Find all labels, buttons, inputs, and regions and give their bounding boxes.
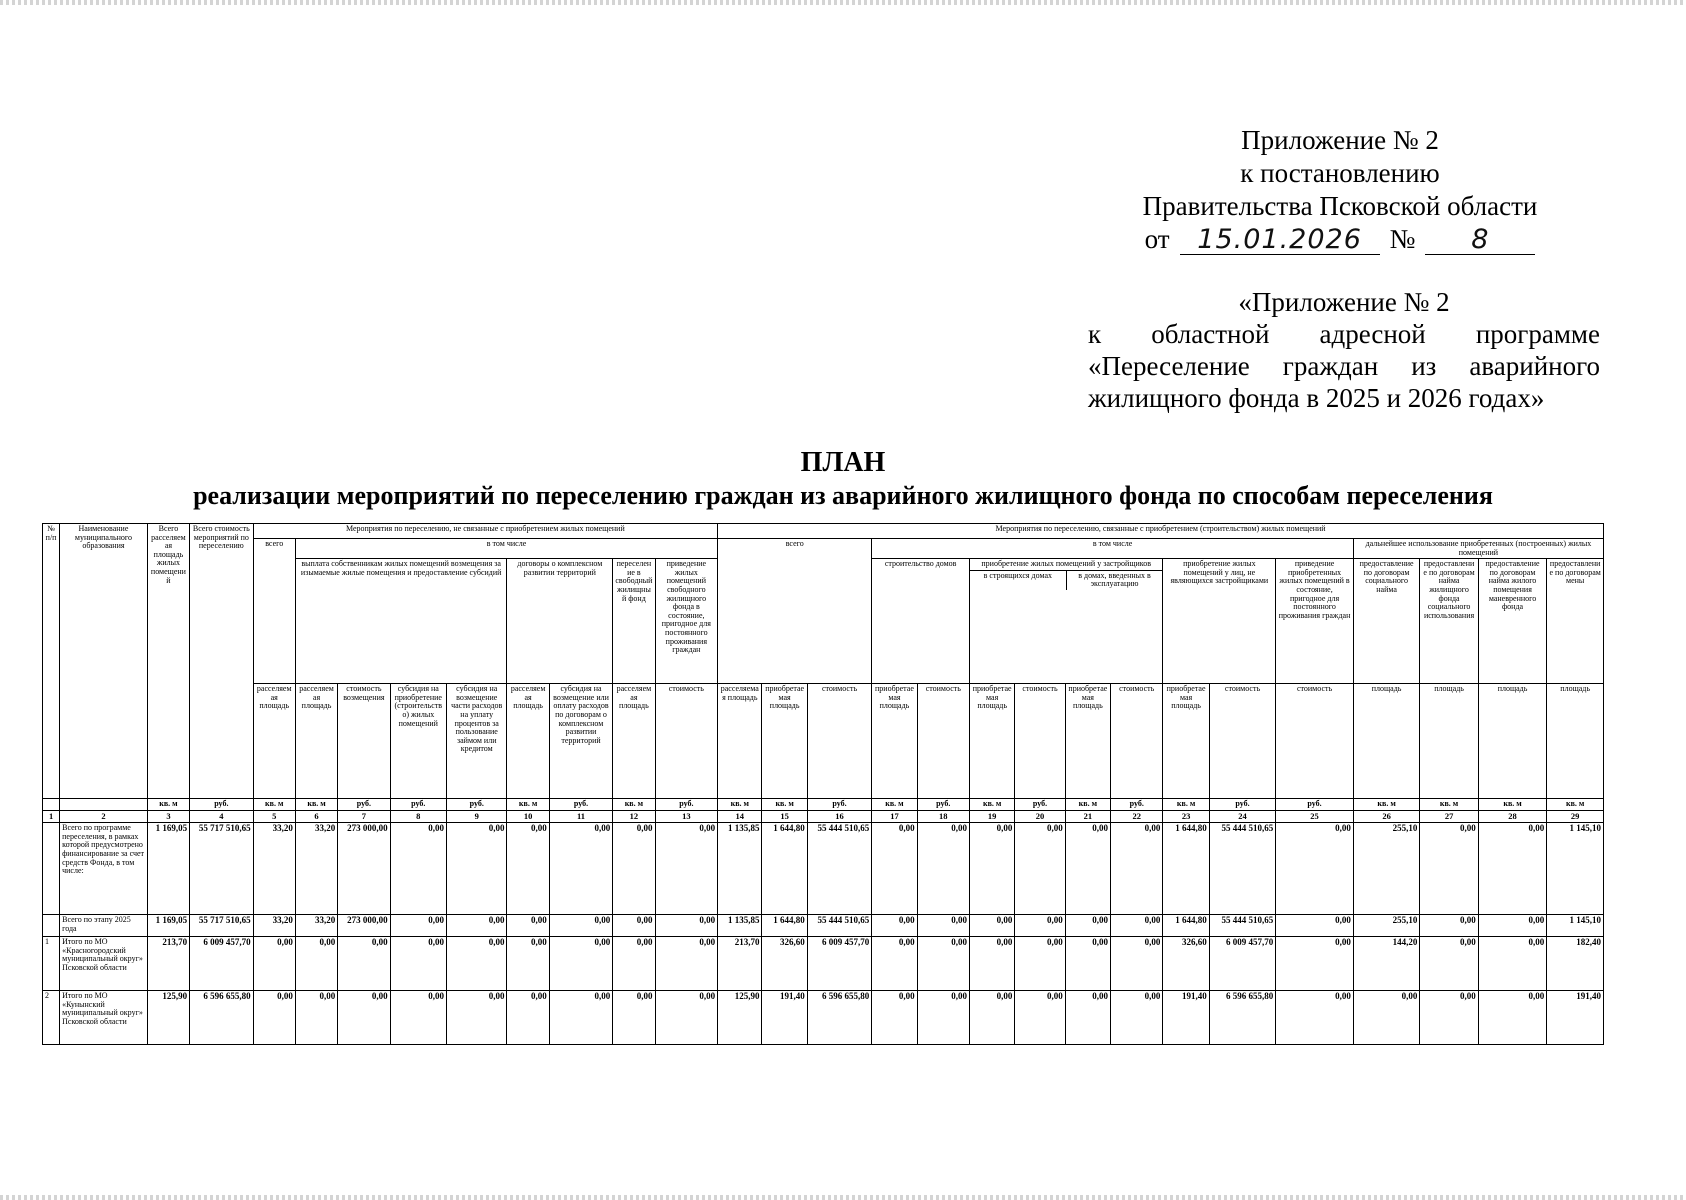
- value-cell: 0,00: [447, 937, 507, 991]
- value-cell: 0,00: [447, 915, 507, 937]
- unit-cell: кв. м: [1065, 799, 1110, 811]
- scan-edge-top: [0, 0, 1686, 5]
- row-name: Всего по этапу 2025 года: [60, 915, 148, 937]
- column-number-cell: 16: [807, 811, 871, 823]
- value-cell: 0,00: [1478, 937, 1547, 991]
- value-cell: 0,00: [970, 915, 1015, 937]
- column-number-cell: 26: [1353, 811, 1420, 823]
- value-cell: 0,00: [1111, 915, 1163, 937]
- resolution-label: к постановлению: [1240, 158, 1440, 188]
- unit-cell: руб.: [807, 799, 871, 811]
- government-label: Правительства Псковской области: [1142, 191, 1538, 221]
- unit-cell-blank: [60, 799, 148, 811]
- value-cell: 0,00: [253, 991, 295, 1045]
- value-cell: 0,00: [1478, 915, 1547, 937]
- value-cell: 0,00: [447, 991, 507, 1045]
- header-social-lease: предоставление по договорам социального найма: [1353, 559, 1420, 684]
- header-acquisition-developers: [970, 559, 1163, 684]
- value-cell: 0,00: [872, 915, 917, 937]
- subheader-c21: приобретаемая площадь: [1065, 684, 1110, 799]
- value-cell: 0,00: [1065, 937, 1110, 991]
- unit-cell: кв. м: [1420, 799, 1478, 811]
- column-number-cell: 25: [1276, 811, 1354, 823]
- column-number-cell: 27: [1420, 811, 1478, 823]
- program-appendix-line: жилищного фонда в 2025 и 2026 годах»: [1088, 383, 1545, 413]
- value-cell: 326,60: [762, 937, 807, 991]
- subheader-c20: стоимость: [1015, 684, 1065, 799]
- value-cell: 0,00: [655, 823, 718, 915]
- unit-cell: кв. м: [507, 799, 549, 811]
- value-cell: 191,40: [762, 991, 807, 1045]
- subheader-c24: стоимость: [1209, 684, 1276, 799]
- value-cell: 125,90: [718, 991, 762, 1045]
- subheader-c12: расселяемая площадь: [613, 684, 655, 799]
- column-number-cell: 29: [1547, 811, 1604, 823]
- table-row: [43, 915, 1604, 937]
- unit-cell: руб.: [1015, 799, 1065, 811]
- plan-title: ПЛАН: [800, 447, 886, 478]
- value-cell: 55 444 510,65: [807, 915, 871, 937]
- value-cell: 0,00: [872, 991, 917, 1045]
- header-social-fund-lease: предоставление по договорам найма жилищного фонда социального использования: [1420, 559, 1478, 684]
- column-number-cell: 4: [190, 811, 253, 823]
- column-number-cell: 20: [1015, 811, 1065, 823]
- subheader-row: [43, 684, 1604, 799]
- header-bringing: приведение жилых помещений свободного жилищного фонда в состояние, пригодное для постоянного проживания граждан: [655, 559, 718, 684]
- header-total2: всего: [718, 539, 872, 684]
- value-cell: 55 444 510,65: [1209, 823, 1276, 915]
- value-cell: 0,00: [1065, 915, 1110, 937]
- subheader-c15: приобретаемая площадь: [762, 684, 807, 799]
- value-cell: 273 000,00: [338, 915, 390, 937]
- table-row: [43, 937, 1604, 991]
- header-bringing-acquired: приведение приобретенных жилых помещений в состояние, пригодное для постоянного проживания граждан: [1276, 559, 1354, 684]
- appendix-label: Приложение № 2: [1241, 125, 1439, 155]
- value-cell: 33,20: [253, 823, 295, 915]
- value-cell: 0,00: [1111, 937, 1163, 991]
- subheader-c23: приобретаемая площадь: [1163, 684, 1209, 799]
- unit-cell: руб.: [1276, 799, 1354, 811]
- header-acquisition-developers-label: приобретение жилых помещений у застройщиков: [970, 559, 1162, 571]
- value-cell: 0,00: [1015, 915, 1065, 937]
- value-cell: 0,00: [507, 915, 549, 937]
- subheader-c25: стоимость: [1276, 684, 1354, 799]
- date-number-line: [1100, 223, 1580, 256]
- value-cell: 1 169,05: [147, 823, 189, 915]
- subheader-c28: площадь: [1478, 684, 1547, 799]
- header-num: № п/п: [43, 524, 60, 799]
- header-payment: выплата собственникам жилых помещений возмещения за изымаемые жилые помещения и предоставление субсидий: [295, 559, 507, 684]
- subheader-c13: стоимость: [655, 684, 718, 799]
- value-cell: 6 009 457,70: [190, 937, 253, 991]
- value-cell: 55 444 510,65: [1209, 915, 1276, 937]
- value-cell: 0,00: [917, 823, 969, 915]
- value-cell: 0,00: [1111, 991, 1163, 1045]
- unit-cell: кв. м: [1547, 799, 1604, 811]
- value-cell: 0,00: [390, 991, 446, 1045]
- value-cell: 0,00: [872, 937, 917, 991]
- header-including: в том числе: [295, 539, 717, 559]
- number-label: №: [1389, 224, 1416, 254]
- row-name: Всего по программе переселения, в рамках которой предусмотрено финансирование за счет средств Фонда, в том числе:: [60, 823, 148, 915]
- handwritten-date: 15.01.2026: [1180, 226, 1380, 255]
- value-cell: 0,00: [917, 937, 969, 991]
- value-cell: 55 717 510,65: [190, 915, 253, 937]
- column-number-cell: 14: [718, 811, 762, 823]
- value-cell: 0,00: [1015, 991, 1065, 1045]
- value-cell: 0,00: [549, 823, 612, 915]
- header-total-area: Всего расселяемая площадь жилых помещений: [147, 524, 189, 799]
- unit-cell: кв. м: [1163, 799, 1209, 811]
- unit-cell: кв. м: [718, 799, 762, 811]
- unit-cell: руб.: [390, 799, 446, 811]
- value-cell: 0,00: [613, 823, 655, 915]
- value-cell: 0,00: [295, 937, 337, 991]
- value-cell: 0,00: [549, 915, 612, 937]
- subheader-c5: расселяемая площадь: [253, 684, 295, 799]
- value-cell: 0,00: [1276, 991, 1354, 1045]
- value-cell: 0,00: [655, 937, 718, 991]
- header-in-operation: в домах, введенных в эксплуатацию: [1078, 570, 1151, 589]
- value-cell: 0,00: [338, 937, 390, 991]
- subheader-c6: расселяемая площадь: [295, 684, 337, 799]
- header-group-not-related: Мероприятия по переселению, не связанные с приобретением жилых помещений: [253, 524, 718, 539]
- program-appendix-title: «Приложение № 2: [1238, 287, 1450, 317]
- value-cell: 0,00: [390, 823, 446, 915]
- value-cell: 0,00: [872, 823, 917, 915]
- value-cell: 0,00: [1478, 991, 1547, 1045]
- scan-edge-bottom: [0, 1195, 1686, 1200]
- value-cell: 0,00: [1420, 915, 1478, 937]
- value-cell: 6 596 655,80: [807, 991, 871, 1045]
- table-row: [43, 823, 1604, 915]
- value-cell: 0,00: [1420, 937, 1478, 991]
- value-cell: 0,00: [390, 937, 446, 991]
- unit-cell: руб.: [1209, 799, 1276, 811]
- unit-cell: кв. м: [147, 799, 189, 811]
- unit-cell: кв. м: [872, 799, 917, 811]
- subheader-c9: субсидия на возмещение части расходов на уплату процентов за пользование займом или кредитом: [447, 684, 507, 799]
- value-cell: 0,00: [1276, 915, 1354, 937]
- value-cell: 1 644,80: [762, 823, 807, 915]
- value-cell: 6 009 457,70: [807, 937, 871, 991]
- column-number-cell: 8: [390, 811, 446, 823]
- value-cell: 0,00: [1065, 823, 1110, 915]
- column-number-cell: 11: [549, 811, 612, 823]
- column-number-cell: 18: [917, 811, 969, 823]
- value-cell: 33,20: [295, 915, 337, 937]
- value-cell: 213,70: [718, 937, 762, 991]
- from-label: от: [1144, 224, 1170, 254]
- row-index: 2: [43, 991, 60, 1045]
- value-cell: 0,00: [447, 823, 507, 915]
- subheader-c29: площадь: [1547, 684, 1604, 799]
- unit-cell-blank: [43, 799, 60, 811]
- value-cell: 182,40: [1547, 937, 1604, 991]
- value-cell: 33,20: [295, 823, 337, 915]
- unit-cell: кв. м: [970, 799, 1015, 811]
- value-cell: 0,00: [1065, 991, 1110, 1045]
- value-cell: 0,00: [613, 937, 655, 991]
- program-appendix-line: «Переселение граждан из аварийного: [1088, 351, 1600, 381]
- value-cell: 191,40: [1163, 991, 1209, 1045]
- value-cell: 0,00: [295, 991, 337, 1045]
- subheader-c26: площадь: [1353, 684, 1420, 799]
- unit-cell: кв. м: [1353, 799, 1420, 811]
- value-cell: 1 135,85: [718, 915, 762, 937]
- value-cell: 255,10: [1353, 915, 1420, 937]
- resolution-header: [1100, 124, 1580, 256]
- column-number-cell: 17: [872, 811, 917, 823]
- column-number-cell: 9: [447, 811, 507, 823]
- value-cell: 55 717 510,65: [190, 823, 253, 915]
- value-cell: 0,00: [970, 991, 1015, 1045]
- program-appendix-block: [1088, 286, 1600, 414]
- value-cell: 125,90: [147, 991, 189, 1045]
- value-cell: 1 135,85: [718, 823, 762, 915]
- header-exchange: предоставление по договорам мены: [1547, 559, 1604, 684]
- subheader-c7: стоимость возмещения: [338, 684, 390, 799]
- value-cell: 0,00: [1420, 823, 1478, 915]
- column-number-cell: 10: [507, 811, 549, 823]
- value-cell: 213,70: [147, 937, 189, 991]
- subheader-c19: приобретаемая площадь: [970, 684, 1015, 799]
- header-name: Наименование муниципального образования: [60, 524, 148, 799]
- column-number-cell: 24: [1209, 811, 1276, 823]
- column-number-cell: 19: [970, 811, 1015, 823]
- column-number-cell: 13: [655, 811, 718, 823]
- column-number-cell: 7: [338, 811, 390, 823]
- table-row: [43, 991, 1604, 1045]
- unit-cell: руб.: [917, 799, 969, 811]
- column-number-cell: 6: [295, 811, 337, 823]
- value-cell: 0,00: [338, 991, 390, 1045]
- value-cell: 55 444 510,65: [807, 823, 871, 915]
- column-number-cell: 22: [1111, 811, 1163, 823]
- value-cell: 1 644,80: [1163, 915, 1209, 937]
- header-total-cost: Всего стоимость мероприятий по переселению: [190, 524, 253, 799]
- column-number-cell: 5: [253, 811, 295, 823]
- subheader-c17: приобретаемая площадь: [872, 684, 917, 799]
- value-cell: 191,40: [1547, 991, 1604, 1045]
- value-cell: 0,00: [549, 991, 612, 1045]
- handwritten-number: 8: [1425, 226, 1535, 255]
- subheader-c14: расселяемая площадь: [718, 684, 762, 799]
- column-number-cell: 12: [613, 811, 655, 823]
- value-cell: 0,00: [917, 991, 969, 1045]
- value-cell: 33,20: [253, 915, 295, 937]
- value-cell: 273 000,00: [338, 823, 390, 915]
- value-cell: 0,00: [1276, 937, 1354, 991]
- value-cell: 0,00: [970, 823, 1015, 915]
- row-name: Итого по МО «Красногородский муниципальный округ» Псковской области: [60, 937, 148, 991]
- value-cell: 6 596 655,80: [190, 991, 253, 1045]
- unit-cell: руб.: [338, 799, 390, 811]
- units-row: [43, 799, 1604, 811]
- value-cell: 144,20: [1353, 937, 1420, 991]
- row-index: [43, 915, 60, 937]
- row-name: Итого по МО «Кунынский муниципальный округ» Псковской области: [60, 991, 148, 1045]
- column-number-cell: 15: [762, 811, 807, 823]
- unit-cell: руб.: [655, 799, 718, 811]
- column-number-cell: 23: [1163, 811, 1209, 823]
- value-cell: 0,00: [1111, 823, 1163, 915]
- header-free-fund: переселение в свободный жилищный фонд: [613, 559, 655, 684]
- column-number-cell: 2: [60, 811, 148, 823]
- header-in-building: в строящихся домах: [970, 571, 1067, 590]
- value-cell: 0,00: [390, 915, 446, 937]
- header-construction: строительство домов: [872, 559, 970, 684]
- value-cell: 0,00: [253, 937, 295, 991]
- column-number-cell: 1: [43, 811, 60, 823]
- unit-cell: кв. м: [613, 799, 655, 811]
- resettlement-plan-table: [42, 523, 1604, 1045]
- table-body: [43, 823, 1604, 1045]
- value-cell: 0,00: [507, 823, 549, 915]
- row-index: [43, 823, 60, 915]
- unit-cell: руб.: [549, 799, 612, 811]
- column-number-cell: 21: [1065, 811, 1110, 823]
- subheader-c22: стоимость: [1111, 684, 1163, 799]
- subheader-c10: расселяемая площадь: [507, 684, 549, 799]
- value-cell: 0,00: [970, 937, 1015, 991]
- value-cell: 0,00: [917, 915, 969, 937]
- header-group-related: Мероприятия по переселению, связанные с приобретением (строительством) жилых помещений: [718, 524, 1604, 539]
- header-agreements: договоры о комплексном развитии территорий: [507, 559, 613, 684]
- value-cell: 0,00: [1015, 937, 1065, 991]
- unit-cell: кв. м: [762, 799, 807, 811]
- column-numbers-row: [43, 811, 1604, 823]
- value-cell: 6 596 655,80: [1209, 991, 1276, 1045]
- column-number-cell: 28: [1478, 811, 1547, 823]
- column-number-cell: 3: [147, 811, 189, 823]
- program-appendix-line: к областной адресной программе: [1088, 319, 1600, 349]
- value-cell: 0,00: [1478, 823, 1547, 915]
- header-total: всего: [253, 539, 295, 684]
- value-cell: 6 009 457,70: [1209, 937, 1276, 991]
- header-further-use: дальнейшее использование приобретенных (построенных) жилых помещений: [1353, 539, 1603, 559]
- unit-cell: руб.: [190, 799, 253, 811]
- value-cell: 0,00: [613, 915, 655, 937]
- row-index: 1: [43, 937, 60, 991]
- value-cell: 0,00: [507, 991, 549, 1045]
- header-maneuver-lease: предоставление по договорам найма жилого помещения маневренного фонда: [1478, 559, 1547, 684]
- value-cell: 0,00: [1420, 991, 1478, 1045]
- value-cell: 0,00: [613, 991, 655, 1045]
- value-cell: 0,00: [655, 915, 718, 937]
- value-cell: 1 145,10: [1547, 823, 1604, 915]
- value-cell: 0,00: [549, 937, 612, 991]
- value-cell: 0,00: [655, 991, 718, 1045]
- subheader-c27: площадь: [1420, 684, 1478, 799]
- subheader-c18: стоимость: [917, 684, 969, 799]
- unit-cell: руб.: [447, 799, 507, 811]
- value-cell: 1 169,05: [147, 915, 189, 937]
- unit-cell: кв. м: [253, 799, 295, 811]
- value-cell: 0,00: [507, 937, 549, 991]
- value-cell: 0,00: [1276, 823, 1354, 915]
- value-cell: 1 644,80: [762, 915, 807, 937]
- plan-subtitle: реализации мероприятий по переселению граждан из аварийного жилищного фонда по способам переселения: [193, 481, 1493, 510]
- unit-cell: кв. м: [295, 799, 337, 811]
- unit-cell: руб.: [1111, 799, 1163, 811]
- value-cell: 326,60: [1163, 937, 1209, 991]
- header-including2: в том числе: [872, 539, 1354, 559]
- unit-cell: кв. м: [1478, 799, 1547, 811]
- header-acquisition-nondevelopers: приобретение жилых помещений у лиц, не являющихся застройщиками: [1163, 559, 1276, 684]
- value-cell: 0,00: [1015, 823, 1065, 915]
- value-cell: 0,00: [1353, 991, 1420, 1045]
- value-cell: 255,10: [1353, 823, 1420, 915]
- value-cell: 1 145,10: [1547, 915, 1604, 937]
- subheader-c8: субсидия на приобретение (строительство) жилых помещений: [390, 684, 446, 799]
- value-cell: 1 644,80: [1163, 823, 1209, 915]
- subheader-c16: стоимость: [807, 684, 871, 799]
- subheader-c11: субсидия на возмещение или оплату расходов по договорам о комплексном развитии территорий: [549, 684, 612, 799]
